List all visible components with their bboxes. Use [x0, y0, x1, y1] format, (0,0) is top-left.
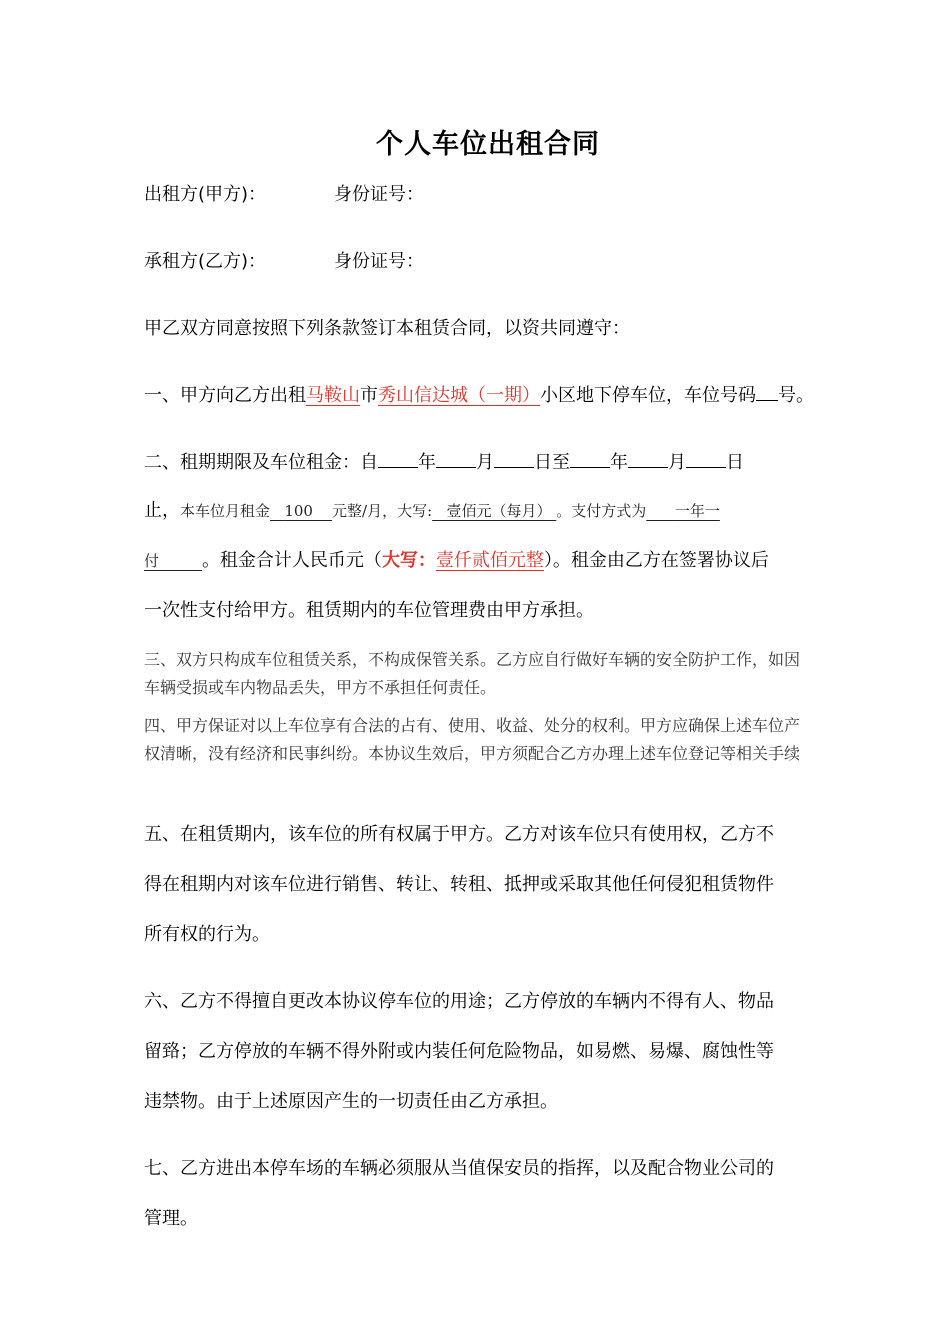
total-suffix: ）。租金由乙方在签署协议后: [543, 550, 769, 571]
year-label-2: 年: [610, 452, 628, 473]
clause-6-line-3: 违禁物。由于上述原因产生的一切责任由乙方承担。: [144, 1091, 558, 1112]
clause-7-line-2: 管理。: [144, 1208, 198, 1229]
total-upper-value: 壹仟贰佰元整: [435, 550, 544, 571]
end-year-blank: [570, 449, 610, 468]
clause-2-line-1: [144, 448, 744, 474]
clause-3: 三、双方只构成车位租赁关系，不构成保管关系。乙方应自行做好车辆的安全防护工作，如因车辆受损或车内物品丢失，甲方不承担任何责任。: [144, 650, 801, 697]
clause-1-text-d: 号。: [778, 385, 814, 406]
clause-1-text-a: 一、甲方向乙方出租: [144, 385, 306, 406]
day-label-1: 日至: [534, 452, 570, 473]
pay-label: 。支付方式为: [556, 502, 647, 520]
clause-2-line-4: 一次性支付给甲方。租赁期内的车位管理费由甲方承担。: [144, 600, 594, 621]
month-label-1: 月: [476, 452, 494, 473]
clause-5-line-2: 得在租期内对该车位进行销售、转让、转租、抵押或采取其他任何侵犯租赁物件: [144, 874, 774, 895]
clause-6-line-1: 六、乙方不得擅自更改本协议停车位的用途；乙方停放的车辆内不得有人、物品: [144, 991, 774, 1012]
clause-2-line-3: [144, 546, 769, 572]
clause-2-text-a: 二、租期期限及车位租金：自: [144, 452, 378, 473]
clause-5-line-3: 所有权的行为。: [144, 924, 270, 945]
clause-4: 四、甲方保证对以上车位享有合法的占有、使用、收益、处分的权利。甲方应确保上述车位产权清晰，没有经济和民事纠纷。本协议生效后，甲方须配合乙方办理上述车位登记等相关手续: [144, 716, 801, 763]
pay-value-1: 一年一: [674, 502, 720, 520]
rent-label: 本车位月租金: [180, 502, 271, 520]
party-b-id-label: 身份证号：: [334, 251, 425, 272]
rent-unit: 元整/月，大写:: [332, 502, 433, 520]
end-day-blank: [686, 449, 726, 468]
party-a-label: 出租方(甲方)：: [144, 184, 267, 205]
clause-5-line-1: 五、在租赁期内，该车位的所有权属于甲方。乙方对该车位只有使用权，乙方不: [144, 824, 774, 845]
total-prefix: 。租金合计人民币元（: [201, 550, 382, 571]
intro-line: 甲乙双方同意按照下列条款签订本租赁合同，以资共同遵守：: [144, 318, 630, 339]
start-year-blank: [378, 449, 418, 468]
month-label-2: 月: [668, 452, 686, 473]
party-b-row: [144, 247, 424, 273]
page-title: 个人车位出租合同: [376, 129, 600, 160]
clause-1: [144, 381, 814, 407]
party-b-label: 承租方(乙方)：: [144, 251, 267, 272]
year-label-1: 年: [418, 452, 436, 473]
end-month-blank: [628, 449, 668, 468]
total-upper-label: 大写：: [381, 550, 436, 571]
rent-upper-value: 壹佰元（每月）: [446, 502, 552, 520]
pay-value-2: 付: [144, 552, 160, 570]
start-day-blank: [494, 449, 534, 468]
start-month-blank: [436, 449, 476, 468]
community-field: 秀山信达城（一期）: [378, 385, 540, 406]
clause-2-line-2: [144, 496, 720, 522]
clause-1-text-b: 市: [360, 385, 378, 406]
party-a-row: [144, 180, 424, 206]
spot-number-blank: [756, 382, 778, 401]
rent-value: 100: [284, 502, 313, 520]
clause-1-text-c: 小区地下停车位，车位号码: [540, 385, 756, 406]
clause-7-line-1: 七、乙方进出本停车场的车辆必须服从当值保安员的指挥，以及配合物业公司的: [144, 1158, 774, 1179]
zhi-text: 止，: [144, 500, 180, 521]
clause-6-line-2: 留臵；乙方停放的车辆不得外附或内装任何危险物品，如易燃、易爆、腐蚀性等: [144, 1041, 774, 1062]
city-field: 马鞍山: [306, 385, 360, 406]
party-a-id-label: 身份证号：: [334, 184, 425, 205]
day-label-2: 日: [726, 452, 744, 473]
